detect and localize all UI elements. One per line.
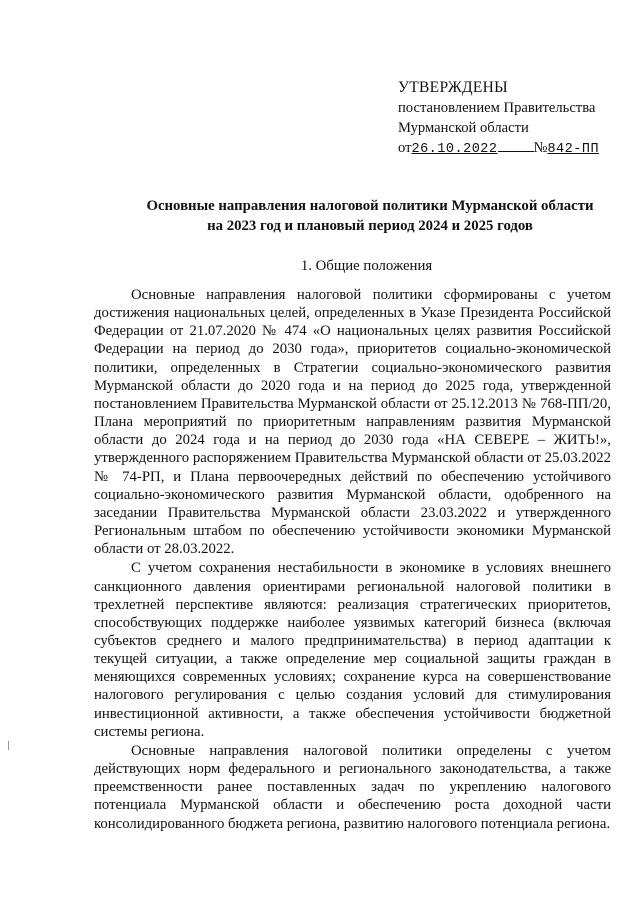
approval-date: 26.10.2022 xyxy=(411,142,498,157)
approval-from-label: от xyxy=(398,140,412,156)
paragraph: Основные направления налоговой политики сформированы с учетом достижения национальных целей, определенных в Указе Президента Российской Федерации от 21.07.2020 № 474 «О национальных целях развития Российской Федерации на период до 2030 года», приоритетов социально-экономической политики, определенных в Стратегии социально-экономического развития Мурманской области до 2020 года и на период до 2025 года, утвержденной постановлением Правительства Мурманской области от 25.12.2013 № 768-ПП/20, Плана мероприятий по приоритетным направлениям развития Мурманской области до 2024 года и на период до 2030 года «НА СЕВЕРЕ – ЖИТЬ!», утвержденного распоряжением Правительства Мурманской области от 25.03.2022 № 74-РП, и Плана первоочередных действий по обеспечению устойчивого социально-экономического развития Мурманской области, одобренного на заседании Правительства Мурманской области 23.03.2022 и утвержденного Региональным штабом по обеспечению устойчивости экономики Мурманской области от 28.03.2022. xyxy=(94,287,611,558)
approval-title: УТВЕРЖДЕНЫ xyxy=(398,79,508,96)
approval-date-line xyxy=(398,138,628,160)
approval-line-1: постановлением Правительства xyxy=(398,100,596,116)
approval-number-label: № xyxy=(533,140,548,156)
approval-line-2: Мурманской области xyxy=(398,120,529,136)
section-heading: 1. Общие положения xyxy=(300,258,433,274)
paragraph: Основные направления налоговой политики определены с учетом действующих норм федерального и регионального законодательства, а также преемственности ранее поставленных задач по укреплению налогового потенциала Мурманской области и обеспечению роста доходной части консолидированного бюджета региона, развитию налогового потенциала региона. xyxy=(94,742,611,832)
date-underline xyxy=(498,139,534,152)
document-title-line-1: Основные направления налоговой политики Мурманской области xyxy=(146,198,594,214)
document-title xyxy=(130,196,610,236)
approval-number: 842-ПП xyxy=(547,142,600,157)
scan-margin-mark xyxy=(8,741,9,750)
approval-stamp xyxy=(398,78,628,160)
document-title-line-2: на 2023 год и плановый период 2024 и 2025 годов xyxy=(207,218,533,234)
document-body xyxy=(94,286,611,833)
paragraph: С учетом сохранения нестабильности в экономике в условиях внешнего санкционного давления ориентирами региональной налоговой политики в трехлетней перспективе являются: реализация стратегических приоритетов, способствующих поддержке наиболее уязвимых категорий бизнеса (включая субъектов среднего и малого предпринимательства) в период адаптации к текущей ситуации, а также определение мер социальной защиты граждан в меняющихся современных условиях; сохранение курса на совершенствование налогового регулирования с целью создания условий для стимулирования инвестиционной активности, а также обеспечения устойчивости бюджетной системы региона. xyxy=(94,560,611,740)
